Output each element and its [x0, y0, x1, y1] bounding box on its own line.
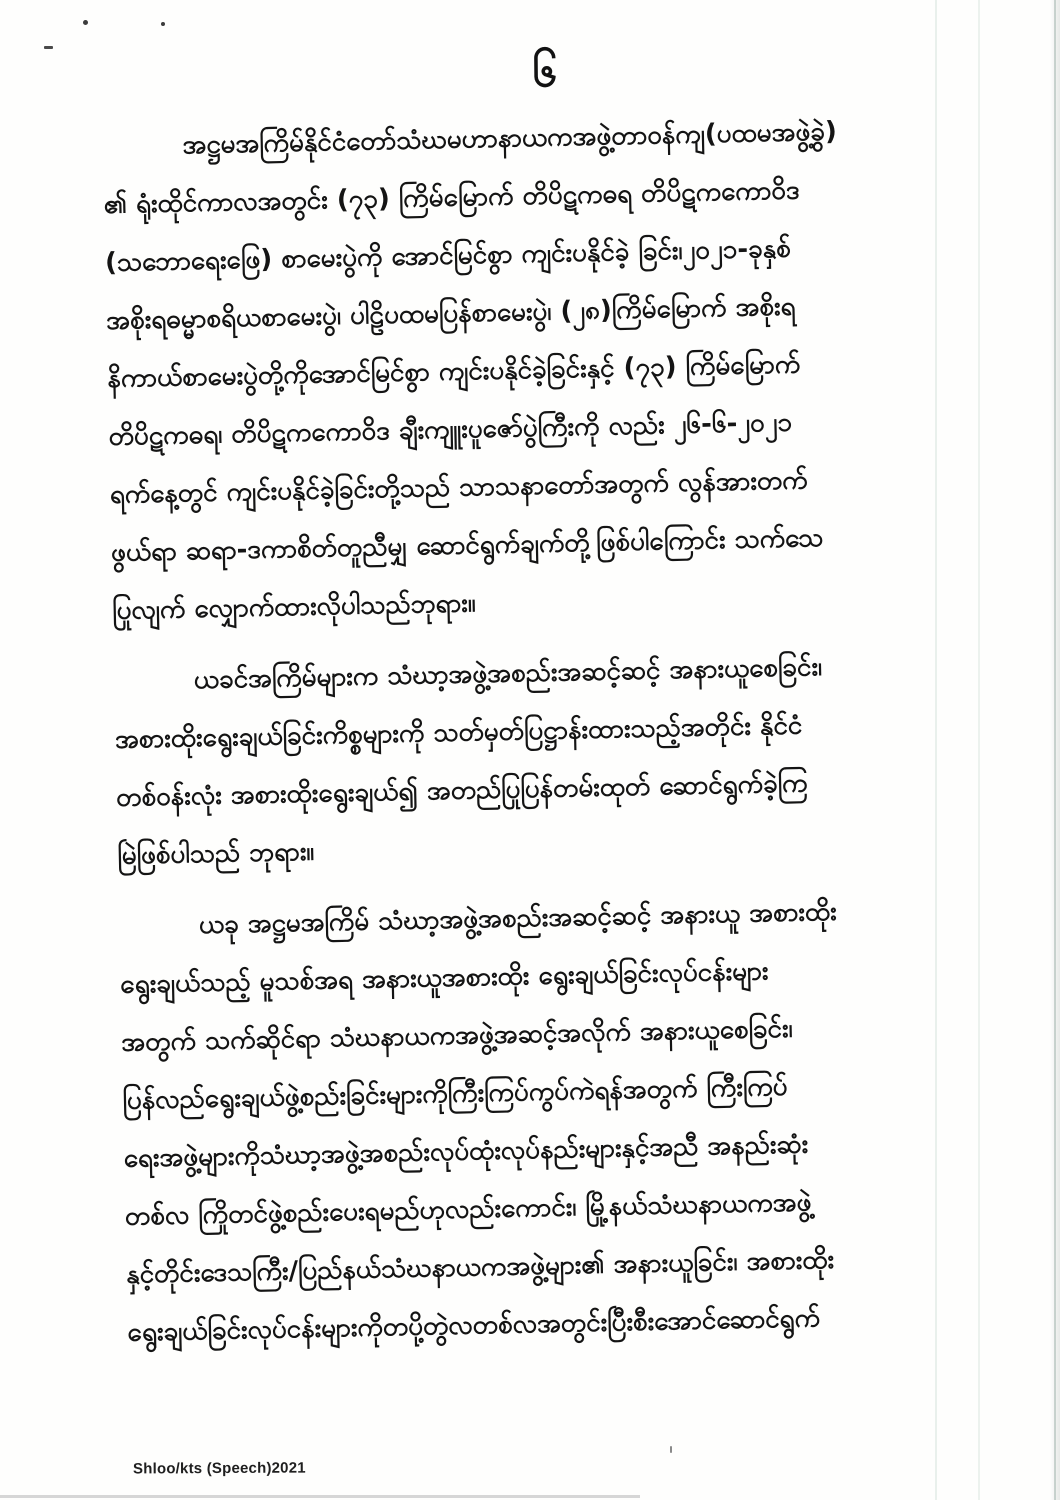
- text-line: ရက်နေ့တွင် ကျင်းပနိုင်ခဲ့ခြင်းတို့သည် သာသနာတော်အတွက် လွန်အားတက်: [109, 465, 808, 510]
- text-line: တစ်လ ကြိုတင်ဖွဲ့စည်းပေးရမည်ဟုလည်းကောင်း၊ မြို့နယ်သံဃနာယကအဖွဲ့: [124, 1187, 812, 1232]
- scan-speck: [670, 1446, 672, 1453]
- paragraph: [102, 98, 1060, 640]
- page-number: ၆: [532, 45, 558, 98]
- paragraph: [113, 633, 1060, 885]
- text-line: အစိုးရဓမ္မာစရိယစာမေးပွဲ၊ ပါဠိပထမပြန်စာမေးပွဲ၊ (၂၈)ကြိမ်မြောက် အစိုးရ: [105, 291, 796, 336]
- text-line: (သဘောရေးဖြေ) စာမေးပွဲကို အောင်မြင်စွာ ကျင်းပနိုင်ခဲ့ ခြင်း၊၂၀၂၁-ခုနှစ်: [104, 233, 792, 278]
- text-line: ယခင်အကြိမ်များက သံဃာ့အဖွဲ့အစည်းအဆင့်ဆင့် အနားယူစေခြင်း၊: [193, 652, 823, 696]
- footer-reference: Shloo/kts (Speech)2021: [132, 1459, 306, 1478]
- scan-edge-line: [0, 1495, 640, 1498]
- text-line: အစားထိုးရွေးချယ်ခြင်းကိစ္စများကို သတ်မှတ်ပြဋ္ဌာန်းထားသည့်အတိုင်း နိုင်ငံ: [114, 710, 803, 755]
- text-line: ရွေးချယ်သည့် မူသစ်အရ အနားယူအစားထိုး ရွေးချယ်ခြင်းလုပ်ငန်းများ: [119, 956, 769, 1000]
- scan-speck: [161, 22, 165, 26]
- text-line: မြဲဖြစ်ပါသည် ဘုရား။: [117, 836, 315, 871]
- text-line: ရွေးချယ်ခြင်းလုပ်ငန်းများကိုတပို့တွဲလတစ်လအတွင်းပြီးစီးအောင်ဆောင်ရွက်: [127, 1303, 821, 1348]
- text-line: ဖွယ်ရာ ဆရာ-ဒကာစိတ်တူညီမျှ ဆောင်ရွက်ချက်တို့ဖြစ်ပါကြောင်း သက်သေ: [110, 522, 824, 568]
- text-line: တစ်ဝန်းလုံး အစားထိုးရွေးချယ်၍ အတည်ပြုပြန်တမ်းထုတ် ဆောင်ရွက်ခဲ့ကြ: [115, 768, 808, 813]
- scan-speck: [83, 20, 88, 25]
- text-line: နှင့်တိုင်းဒေသကြီး/ပြည်နယ်သံဃနာယကအဖွဲ့များ၏ အနားယူခြင်း၊ အစားထိုး: [125, 1244, 835, 1290]
- document-body: [102, 98, 1060, 1375]
- text-line: ၏ ရုံးထိုင်ကာလအတွင်း (၇၃) ကြိမ်မြောက် တိပိဋကဓရ တိပိဋကကောဝိဒ: [103, 175, 800, 220]
- text-line: ပြန်လည်ရွေးချယ်ဖွဲ့စည်းခြင်းများကိုကြီးကြပ်ကွပ်ကဲရန်အတွက် ကြီးကြပ်: [122, 1071, 788, 1116]
- text-line: ရေးအဖွဲ့များကိုသံဃာ့အဖွဲ့အစည်းလုပ်ထုံးလုပ်နည်းများနှင့်အညီ အနည်းဆုံး: [123, 1129, 809, 1174]
- text-line: နိကာယ်စာမေးပွဲတို့ကိုအောင်မြင်စွာ ကျင်းပနိုင်ခဲ့ခြင်းနှင့် (၇၃) ကြိမ်မြောက်: [107, 349, 801, 394]
- text-line: အဋ္ဌမအကြိမ်နိုင်ငံတော်သံဃမဟာနာယကအဖွဲ့တာဝန်ကျ(ပထမအဖွဲ့ခွဲ): [182, 116, 838, 161]
- text-line: တိပိဋကဓရ၊ တိပိဋကကောဝိဒ ချီးကျူးပူဇော်ပွဲကြီးကို လည်း ၂၆-၆-၂၀၂၁: [108, 407, 793, 452]
- paragraph: [118, 878, 1060, 1362]
- text-line: ယခု အဋ္ဌမအကြိမ် သံဃာ့အဖွဲ့အစည်းအဆင့်ဆင့် အနားယူ အစားထိုး: [198, 896, 838, 941]
- text-line: အတွက် သက်ဆိုင်ရာ သံဃနာယကအဖွဲ့အဆင့်အလိုက် အနားယူစေခြင်း၊: [121, 1013, 793, 1058]
- text-line: ပြုလျက် လျှောက်ထားလိုပါသည်ဘုရား။: [112, 588, 477, 626]
